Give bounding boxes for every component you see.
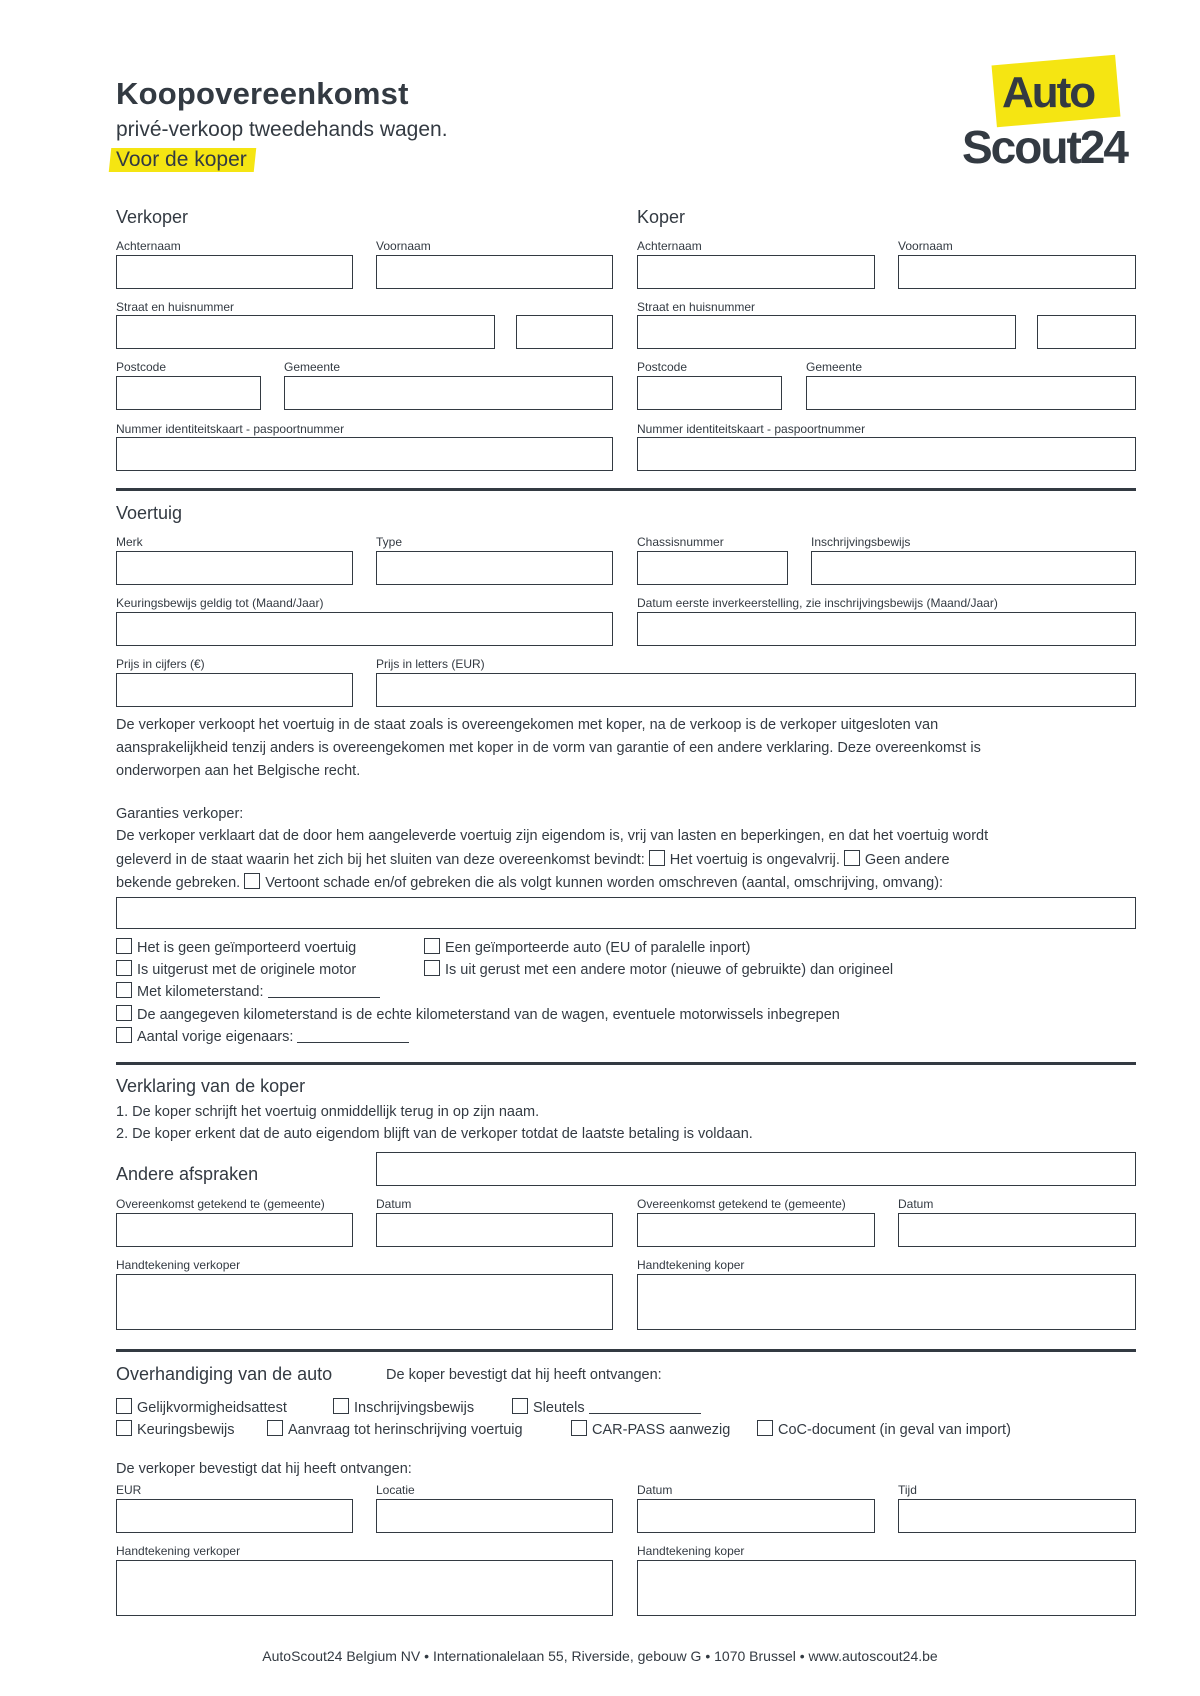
seller-heading: Verkoper	[116, 207, 189, 227]
handover-heading: Overhandiging van de auto	[116, 1364, 333, 1384]
damage-checkbox[interactable]	[244, 873, 260, 889]
logo-text-auto: Auto	[1002, 68, 1095, 117]
conformity-label: Gelijkvormigheidsattest	[137, 1400, 287, 1416]
inspection-checkbox[interactable]	[116, 1420, 132, 1436]
page-title: Koopovereenkomst	[116, 76, 409, 111]
registration-field[interactable]	[811, 551, 1136, 585]
real-mileage-checkbox[interactable]	[116, 1005, 132, 1021]
buyer-city-label: Gemeente	[806, 360, 863, 374]
guarantees-line-2: geleverd in de staat waarin het zich bij het sluiten van deze overeenkomst bevindt:	[116, 852, 645, 868]
location-field[interactable]	[376, 1499, 613, 1533]
inspection-field[interactable]	[116, 612, 613, 646]
seller-last-name-label: Achternaam	[116, 239, 181, 253]
guarantees-line-2-row	[116, 850, 950, 868]
first-registration-field[interactable]	[637, 612, 1136, 646]
buyer-first-name-label: Voornaam	[898, 239, 953, 253]
price-letters-field[interactable]	[376, 673, 1136, 707]
signed-at-buyer-label: Overeenkomst getekend te (gemeente)	[637, 1197, 846, 1211]
prev-owners-option[interactable]	[116, 1027, 409, 1045]
not-imported-label: Het is geen geïmporteerd voertuig	[137, 940, 357, 956]
buyer-street-field[interactable]	[637, 315, 1016, 349]
coc-checkbox[interactable]	[757, 1420, 773, 1436]
date-seller-field[interactable]	[376, 1213, 613, 1247]
handover-signature-seller-field[interactable]	[116, 1560, 613, 1616]
original-engine-label: Is uitgerust met de originele motor	[137, 962, 357, 978]
seller-house-number-field[interactable]	[516, 315, 613, 349]
type-field[interactable]	[376, 551, 613, 585]
other-engine-checkbox[interactable]	[424, 960, 440, 976]
seller-street-label: Straat en huisnummer	[116, 300, 235, 314]
buyer-house-number-field[interactable]	[1037, 315, 1136, 349]
not-imported-checkbox[interactable]	[116, 938, 132, 954]
inspection-option[interactable]	[116, 1420, 235, 1438]
no-defects-checkbox[interactable]	[844, 850, 860, 866]
buyer-confirms-label: De koper bevestigt dat hij heeft ontvangen:	[386, 1367, 662, 1383]
terms-line-2: aansprakelijkheid tenzij anders is overeengekomen met koper in de vorm van garantie of een andere verklaring. Deze overeenkomst is	[116, 740, 981, 756]
first-registration-label: Datum eerste inverkeerstelling, zie inschrijvingsbewijs (Maand/Jaar)	[637, 596, 998, 610]
mileage-option[interactable]	[116, 982, 380, 1000]
buyer-first-name-field[interactable]	[898, 255, 1136, 289]
chassis-label: Chassisnummer	[637, 535, 724, 549]
registration-label: Inschrijvingsbewijs	[811, 535, 911, 549]
buyer-id-field[interactable]	[637, 437, 1136, 471]
damage-description-field[interactable]	[116, 897, 1136, 929]
carpass-option[interactable]	[571, 1420, 730, 1438]
vehicle-heading: Voertuig	[116, 503, 183, 523]
eur-label: EUR	[116, 1483, 142, 1497]
prev-owners-input-line[interactable]	[297, 1029, 409, 1043]
inspection-option-label: Keuringsbewijs	[137, 1422, 235, 1438]
time-label: Tijd	[898, 1483, 917, 1497]
signature-seller-label: Handtekening verkoper	[116, 1258, 241, 1272]
seller-first-name-label: Voornaam	[376, 239, 431, 253]
imported-option[interactable]	[424, 938, 750, 956]
reregistration-option[interactable]	[267, 1420, 523, 1438]
signed-at-buyer-field[interactable]	[637, 1213, 875, 1247]
location-label: Locatie	[376, 1483, 415, 1497]
eur-field[interactable]	[116, 1499, 353, 1533]
other-engine-option[interactable]	[424, 960, 893, 978]
buyer-heading: Koper	[637, 207, 686, 227]
reregistration-label: Aanvraag tot herinschrijving voertuig	[288, 1422, 523, 1438]
keys-input-line[interactable]	[589, 1400, 701, 1414]
section-divider	[116, 1349, 1136, 1352]
keys-label: Sleutels	[533, 1400, 585, 1416]
signature-buyer-label: Handtekening koper	[637, 1258, 745, 1272]
prev-owners-checkbox[interactable]	[116, 1027, 132, 1043]
signed-at-seller-label: Overeenkomst getekend te (gemeente)	[116, 1197, 325, 1211]
time-field[interactable]	[898, 1499, 1136, 1533]
conformity-option[interactable]	[116, 1398, 287, 1416]
carpass-label: CAR-PASS aanwezig	[592, 1422, 731, 1438]
other-agreements-field[interactable]	[376, 1152, 1136, 1186]
chassis-field[interactable]	[637, 551, 788, 585]
handover-signature-buyer-label: Handtekening koper	[637, 1544, 745, 1558]
other-agreements-label: Andere afspraken	[116, 1164, 259, 1184]
footer-address: AutoScout24 Belgium NV • Internationalelaan 55, Riverside, gebouw G • 1070 Brussel • www.autoscout24.be	[262, 1648, 938, 1664]
date-buyer-field[interactable]	[898, 1213, 1136, 1247]
accident-free-checkbox[interactable]	[649, 850, 665, 866]
buyer-city-field[interactable]	[806, 376, 1136, 410]
original-engine-checkbox[interactable]	[116, 960, 132, 976]
buyer-last-name-label: Achternaam	[637, 239, 702, 253]
buyer-id-label: Nummer identiteitskaart - paspoortnummer	[637, 422, 866, 436]
imported-checkbox[interactable]	[424, 938, 440, 954]
price-letters-label: Prijs in letters (EUR)	[376, 657, 485, 671]
damage-label: Vertoont schade en/of gebreken die als volgt kunnen worden omschreven (aantal, omschrijving, omvang):	[265, 875, 944, 891]
autoscout24-logo	[962, 58, 1146, 180]
seller-first-name-field[interactable]	[376, 255, 613, 289]
price-figures-label: Prijs in cijfers (€)	[116, 657, 205, 671]
conformity-checkbox[interactable]	[116, 1398, 132, 1414]
real-mileage-option[interactable]	[116, 1005, 840, 1023]
not-imported-option[interactable]	[116, 938, 356, 956]
real-mileage-label: De aangegeven kilometerstand is de echte kilometerstand van de wagen, eventuele motorwissels inbegrepen	[137, 1007, 840, 1023]
signed-at-seller-field[interactable]	[116, 1213, 353, 1247]
seller-street-field[interactable]	[116, 315, 495, 349]
handover-date-label: Datum	[637, 1483, 673, 1497]
coc-label: CoC-document (in geval van import)	[778, 1422, 1011, 1438]
brand-label: Merk	[116, 535, 143, 549]
guarantees-line-3-row	[116, 873, 943, 891]
no-defects-label-a: Geen andere	[864, 852, 950, 868]
type-label: Type	[376, 535, 403, 549]
signature-buyer-field[interactable]	[637, 1274, 1136, 1330]
original-engine-option[interactable]	[116, 960, 356, 978]
coc-option[interactable]	[757, 1420, 1011, 1438]
seller-postcode-label: Postcode	[116, 360, 167, 374]
mileage-label: Met kilometerstand:	[137, 984, 264, 1000]
carpass-checkbox[interactable]	[571, 1420, 587, 1436]
buyer-last-name-field[interactable]	[637, 255, 875, 289]
price-figures-field[interactable]	[116, 673, 353, 707]
section-divider	[116, 488, 1136, 491]
other-engine-label: Is uit gerust met een andere motor (nieuwe of gebruikte) dan origineel	[445, 962, 894, 978]
reregistration-checkbox[interactable]	[267, 1420, 283, 1436]
signature-seller-field[interactable]	[116, 1274, 613, 1330]
audience-label	[109, 148, 256, 172]
page-subtitle: privé-verkoop tweedehands wagen.	[116, 118, 448, 141]
seller-city-label: Gemeente	[284, 360, 341, 374]
inspection-label: Keuringsbewijs geldig tot (Maand/Jaar)	[116, 596, 324, 610]
seller-id-field[interactable]	[116, 437, 613, 471]
accident-free-label: Het voertuig is ongevalvrij.	[669, 852, 840, 868]
prev-owners-label: Aantal vorige eigenaars:	[137, 1029, 294, 1045]
logo-text-scout: Scout24	[962, 121, 1127, 173]
buyer-postcode-field[interactable]	[637, 376, 782, 410]
terms-line-3: onderworpen aan het Belgische recht.	[116, 763, 361, 779]
date-seller-label: Datum	[376, 1197, 412, 1211]
imported-label: Een geïmporteerde auto (EU of paralelle inport)	[445, 940, 751, 956]
seller-city-field[interactable]	[284, 376, 613, 410]
handover-signature-seller-label: Handtekening verkoper	[116, 1544, 241, 1558]
keys-checkbox[interactable]	[512, 1398, 528, 1414]
seller-last-name-field[interactable]	[116, 255, 353, 289]
declaration-item-1: 1. De koper schrijft het voertuig onmiddellijk terug in op zijn naam.	[116, 1104, 540, 1120]
mileage-input-line[interactable]	[268, 984, 380, 998]
registration-option[interactable]	[333, 1398, 474, 1416]
brand-field[interactable]	[116, 551, 353, 585]
seller-id-label: Nummer identiteitskaart - paspoortnummer	[116, 422, 345, 436]
seller-confirms-label: De verkoper bevestigt dat hij heeft ontvangen:	[116, 1461, 412, 1477]
handover-signature-buyer-field[interactable]	[637, 1560, 1136, 1616]
handover-date-field[interactable]	[637, 1499, 875, 1533]
guarantees-heading: Garanties verkoper:	[116, 806, 244, 822]
declaration-item-2: 2. De koper erkent dat de auto eigendom blijft van de verkoper totdat de laatste betaling is voldaan.	[116, 1126, 753, 1142]
section-divider	[116, 1062, 1136, 1065]
mileage-checkbox[interactable]	[116, 982, 132, 998]
buyer-declaration-heading: Verklaring van de koper	[116, 1076, 306, 1096]
registration-checkbox[interactable]	[333, 1398, 349, 1414]
buyer-postcode-label: Postcode	[637, 360, 688, 374]
date-buyer-label: Datum	[898, 1197, 934, 1211]
buyer-street-label: Straat en huisnummer	[637, 300, 756, 314]
audience-text: Voor de koper	[116, 148, 247, 171]
guarantees-line-1: De verkoper verklaart dat de door hem aangeleverde voertuig zijn eigendom is, vrij van lasten en beperkingen, en dat het voertuig wordt	[116, 828, 989, 844]
keys-option[interactable]	[512, 1398, 701, 1416]
seller-postcode-field[interactable]	[116, 376, 261, 410]
terms-line-1: De verkoper verkoopt het voertuig in de staat zoals is overeengekomen met koper, na de verkoop is de verkoper uitgesloten van	[116, 717, 939, 733]
no-defects-label-b: bekende gebreken.	[116, 875, 241, 891]
registration-option-label: Inschrijvingsbewijs	[354, 1400, 475, 1416]
